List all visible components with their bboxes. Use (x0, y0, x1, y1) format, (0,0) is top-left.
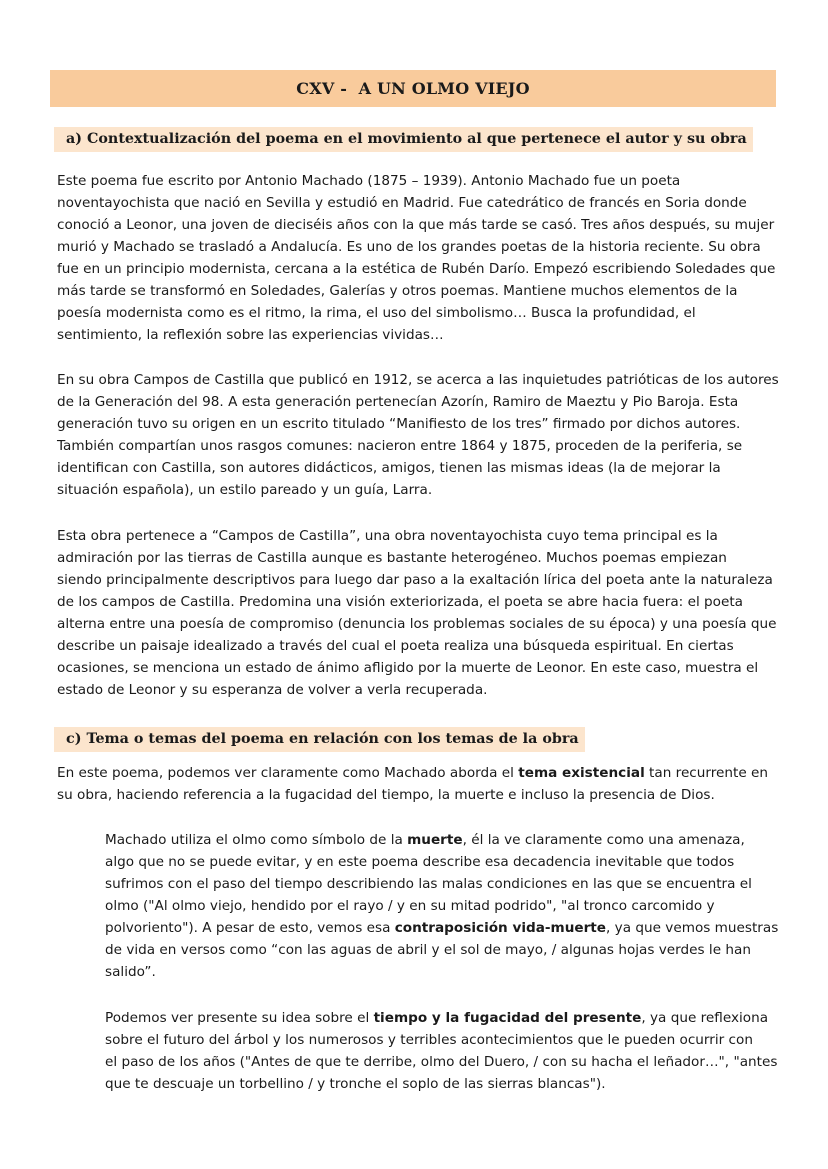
indented-paragraph-2 (105, 1007, 777, 1095)
text-line: de la Generación del 98. A esta generación pertenecían Azorín, Ramiro de Maeztu y Pio Baroja. Esta (57, 394, 739, 410)
text-line: estado de Leonor y su esperanza de volver a verla recuperada. (57, 682, 488, 698)
text-line: Machado utiliza el olmo como símbolo de la muerte, él la ve claramente como una amenaza, (105, 832, 745, 848)
text-line: identifican con Castilla, son autores didácticos, amigos, tienen las mismas ideas (la de mejorar la (57, 460, 721, 476)
text-line: describe un paisaje idealizado a través del cual el poeta realiza una búsqueda espiritual. En ciertas (57, 638, 734, 654)
text-line: También compartían unos rasgos comunes: nacieron entre 1864 y 1875, proceden de la periferia, se (57, 438, 743, 454)
bold-term: tiempo y la fugacidad del presente (373, 1010, 642, 1026)
text-line: de vida en versos como “con las aguas de abril y el sol de mayo, / algunas hojas verdes le han (105, 942, 751, 958)
text-line: alterna entre una poesía de compromiso (denuncia los problemas sociales de su época) y una poesía que (57, 616, 777, 632)
text-line: En su obra Campos de Castilla que publicó en 1912, se acerca a las inquietudes patrióticas de los autores (57, 372, 779, 388)
section-c-intro (57, 762, 768, 806)
text-line: Este poema fue escrito por Antonio Machado (1875 – 1939). Antonio Machado fue un poeta (57, 173, 681, 189)
text-line: salido”. (105, 964, 156, 980)
text-line: ocasiones, se menciona un estado de ánimo afligido por la muerte de Leonor. En este caso, muestra el (57, 660, 759, 676)
section-a-paragraph-2 (57, 369, 779, 501)
text-line: más tarde se transformó en Soledades, Galerías y otros poemas. Mantiene muchos elementos de la (57, 283, 738, 299)
text-line: generación tuvo su origen en un escrito titulado “Manifiesto de los tres” firmado por dichos autores. (57, 416, 741, 432)
text-line: sufrimos con el paso del tiempo describiendo las malas condiciones en las que se encuentra el (105, 876, 752, 892)
text-line: poesía modernista como es el ritmo, la rima, el uso del simbolismo… Busca la profundidad, el (57, 305, 696, 321)
section-a-paragraph-1 (57, 170, 775, 346)
text-line: Podemos ver presente su idea sobre el tiempo y la fugacidad del presente, ya que reflexiona (105, 1010, 769, 1026)
text-line: de los campos de Castilla. Predomina una visión exteriorizada, el poeta se abre hacia fuera: el poeta (57, 594, 744, 610)
text-line: su obra, haciendo referencia a la fugacidad del tiempo, la muerte e incluso la presencia de Dios. (57, 787, 715, 803)
bold-term: muerte (407, 832, 463, 848)
indented-paragraph-1 (105, 829, 778, 983)
text-line: el paso de los años ("Antes de que te derribe, olmo del Duero, / con su hacha el leñador…", "antes (105, 1054, 778, 1070)
text-line: sentimiento, la reflexión sobre las experiencias vividas… (57, 327, 444, 343)
text-line: conoció a Leonor, una joven de dieciséis años con la que más tarde se casó. Tres años después, su mujer (57, 217, 775, 233)
title-banner (50, 70, 776, 107)
text-line: noventayochista que nació en Sevilla y estudió en Madrid. Fue catedrático de francés en Soria donde (57, 195, 747, 211)
text-line: olmo ("Al olmo viejo, hendido por el rayo / y en su mitad podrido", "al tronco carcomido y (105, 898, 715, 914)
text-line: que te descuaje un torbellino / y tronche el soplo de las sierras blancas"). (105, 1076, 606, 1092)
text-line: En este poema, podemos ver claramente como Machado aborda el tema existencial tan recurrente en (57, 765, 769, 781)
text-line: situación española), un estilo pareado y un guía, Larra. (57, 482, 433, 498)
text-line: murió y Machado se trasladó a Andalucía. Es uno de los grandes poetas de la historia reciente. Su obra (57, 239, 761, 255)
text-line: algo que no se puede evitar, y en este poema describe esa decadencia inevitable que todos (105, 854, 735, 870)
bold-term: contraposición vida-muerte (394, 920, 607, 936)
text-line: Esta obra pertenece a “Campos de Castilla”, una obra noventayochista cuyo tema principal es la (57, 528, 718, 544)
text-line: fue en un principio modernista, cercana a la estética de Rubén Darío. Empezó escribiendo Soledades que (57, 261, 776, 277)
page-title: CXV - A UN OLMO VIEJO (296, 79, 530, 98)
text-line: siendo principalmente descriptivos para luego dar paso a la exaltación lírica del poeta ante la naturaleza (57, 572, 773, 588)
bold-term: tema existencial (518, 765, 645, 781)
text-line: sobre el futuro del árbol y los numerosos y terribles acontecimientos que le pueden ocurrir con (105, 1032, 753, 1048)
text-line: polvoriento"). A pesar de esto, vemos esa contraposición vida-muerte, ya que vemos muestras (105, 920, 779, 936)
text-line: admiración por las tierras de Castilla aunque es bastante heterogéneo. Muchos poemas empiezan (57, 550, 727, 566)
section-a-paragraph-3 (57, 525, 777, 701)
section-c-heading: c) Tema o temas del poema en relación con los temas de la obra (54, 727, 585, 752)
section-a-heading: a) Contextualización del poema en el movimiento al que pertenece el autor y su obra (54, 127, 753, 152)
